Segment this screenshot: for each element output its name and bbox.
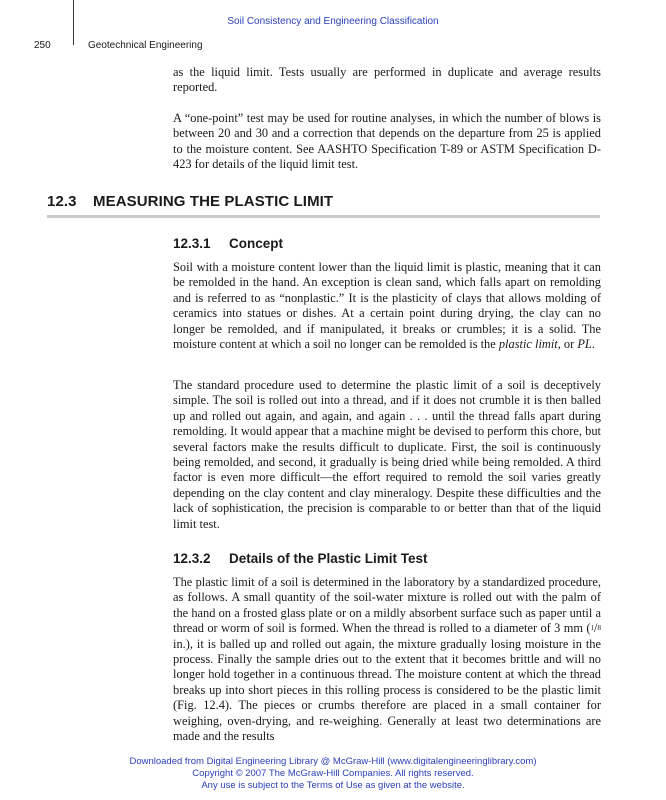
footer-download-link[interactable]: Downloaded from Digital Engineering Library @ McGraw-Hill (www.digitalengineeringlibrary.com) — [129, 756, 537, 767]
intro-paragraph-1: as the liquid limit. Tests usually are performed in duplicate and average results reported. — [173, 65, 601, 95]
subsection-heading-details — [173, 551, 428, 566]
chapter-title-link[interactable]: Soil Consistency and Engineering Classification — [227, 16, 439, 27]
section-rule — [47, 215, 600, 218]
header-divider — [73, 0, 74, 45]
concept-text: Soil with a moisture content lower than the liquid limit is plastic, meaning that it can be remolded in the hand. An exception is clean sand, which falls apart on remolding and is referred to as “nonplastic.” It is the plasticity of clays that allows molding of ceramics into statues or dishes. At a certain point during drying, the clay can no longer be remolded, and if manipulated, it breaks or crumbles; it is a solid. The moisture content at which a soil no longer can be remolded is the — [173, 260, 601, 352]
plastic-limit-term: plastic limit — [498, 337, 558, 352]
concept-text-mid: , or — [557, 337, 578, 352]
section-title: MEASURING THE PLASTIC LIMIT — [93, 193, 334, 210]
details-text-continued: in.), it is balled up and rolled out again, the mixture gradually losing moisture in the process. Finally the sample dries out to the extent that it becomes brittle and will no longer hold together in a continuous thread. The moisture content at which the thread breaks up into short pieces in this rolling process is considered to be the plastic limit (Fig. 12.4). The pieces or crumbs therefore are placed in a small container for weighing, oven-drying, and re-weighing. Generally at least two determinations are made and the results — [173, 636, 601, 744]
fraction-numerator: 1 — [590, 624, 595, 633]
details-text: The plastic limit of a soil is determined in the laboratory by a standardized procedure, as follows. A small quantity of the soil-water mixture is rolled out with the palm of the hand on a frosted glass plate or on a mildly absorbent surface such as paper until a thread or worm of soil is formed. When the thread is rolled to a diameter of 3 mm ( — [173, 575, 601, 636]
concept-text-end: . — [591, 337, 595, 352]
pl-abbreviation: PL — [577, 337, 592, 352]
subsection-title: Details of the Plastic Limit Test — [229, 551, 428, 566]
page-number: 250 — [34, 40, 51, 51]
subsection-number: 12.3.1 — [173, 236, 211, 251]
subsection-heading-concept — [173, 236, 283, 251]
fraction-denominator: 8 — [597, 624, 601, 633]
footer-copyright[interactable]: Copyright © 2007 The McGraw-Hill Companies. All rights reserved. — [192, 768, 474, 779]
intro-paragraph-2: A “one-point” test may be used for routine analyses, in which the number of blows is between 20 and 30 and a correction that depends on the departure from 25 is applied to the moisture content. See AASHTO Specification T-89 or ASTM Specification D-423 for details of the liquid limit test. — [173, 111, 601, 172]
procedure-paragraph: The standard procedure used to determine the plastic limit of a soil is deceptively simple. The soil is rolled out into a thread, and if it does not crumble it is then balled up and rolled out again, and again, and again . . . until the thread falls apart during remolding. It would appear that a machine might be devised to perform this chore, but several factors make the results difficult to duplicate. First, the soil is continuously being remolded, and second, it gradually is being dried while being remolded. A third factor is even more difficult—the effort required to remold the soil varies greatly depending on the clay content and clay mineralogy. Despite these difficulties and the lack of sophistication, the precision is comparable to or better than that of the liquid limit test. — [173, 378, 601, 531]
footer-terms[interactable]: Any use is subject to the Terms of Use as given at the website. — [201, 780, 465, 791]
concept-paragraph — [173, 260, 601, 352]
subsection-number: 12.3.2 — [173, 551, 211, 566]
subsection-title: Concept — [229, 236, 283, 251]
running-head: Geotechnical Engineering — [88, 40, 203, 51]
section-heading — [47, 193, 333, 210]
section-number: 12.3 — [47, 193, 77, 210]
details-paragraph: The plastic limit of a soil is determined in the laboratory by a standardized procedure, as follows. A small quantity of the soil-water mixture is rolled out with the palm of the hand on a frosted glass plate or on a mildly absorbent surface such as paper until a thread or worm of soil is formed. When the thread is rolled to a diameter of 3 mm (1/8 in.), it is balled up and rolled out again, the mixture gradually losing moisture in the process. Finally the sample dries out to the extent that it becomes brittle and will no longer hold together in a continuous thread. The moisture content at which the thread breaks up into short pieces in this rolling process is considered to be the plastic limit (Fig. 12.4). The pieces or crumbs therefore are placed in a small container for weighing, oven-drying, and re-weighing. Generally at least two determinations are made and the results — [173, 575, 601, 744]
